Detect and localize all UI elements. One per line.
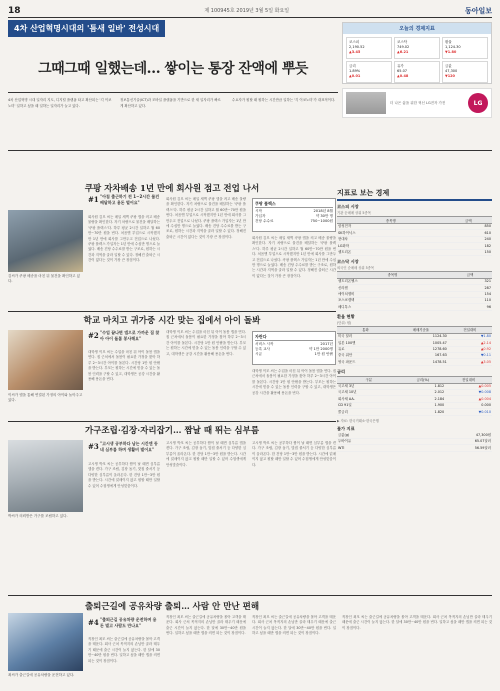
table-cell: 1124.30 bbox=[394, 333, 448, 339]
econ-indicator-panel bbox=[342, 22, 492, 84]
infobox-title: 쿠팡 플렉스 bbox=[255, 201, 333, 208]
table-cell: 56.59달러 bbox=[407, 445, 492, 451]
article-3-lead: "고시생 공부하다 남는 시간엔 동네 심부름 하며 생활비 벌어요" bbox=[100, 441, 158, 452]
table-cell: 167.63 bbox=[394, 352, 448, 358]
article-3-number: #3 bbox=[88, 442, 99, 451]
intro-col-1: 4차 산업혁명 시대 일자리 지도, 디지털 플랫폼 타고 확산되는 '긱 이코노미' 일하고 싶을 때 일하는 일자리가 늘고 있다. bbox=[8, 98, 112, 108]
kosdaq-title: 코스닥 시장 bbox=[337, 258, 359, 264]
econ-cell-name: 환율 bbox=[445, 40, 452, 44]
page-number: 18 bbox=[8, 5, 21, 16]
divider bbox=[8, 311, 336, 312]
econ-cell-value: 749.02 bbox=[397, 45, 410, 49]
table-cell: SK하이닉스 bbox=[337, 230, 445, 236]
table-row bbox=[337, 409, 492, 415]
table-cell: ▲0.92 bbox=[448, 346, 492, 352]
index-title: 물가 지표 bbox=[337, 425, 355, 431]
table-cell: 65.07달러 bbox=[407, 438, 492, 444]
econ-cell-change: ▲0.48 bbox=[397, 74, 409, 78]
econ-cell-value: 1.89% bbox=[349, 69, 361, 73]
econ-cell-value: 47,300 bbox=[445, 69, 458, 73]
table-cell: 영국 파운드 bbox=[337, 359, 394, 365]
econ-cell bbox=[394, 61, 440, 83]
article-2-body: 대학생 이모 씨는 수업을 마친 뒤 아이 돌봄 앱을 연다. 집 근처에서 돌봄이 필요한 가정을 찾아 하루 2~3시간 아이를 돌본다. 시간당 1만 원 안팎을 받는다. 부모는 원하는 시간에 믿을 수 있는 돌봄 인력을 구할 수 있고, 대학생은 공강 시간을 활용해 용돈을 번다. bbox=[88, 350, 160, 382]
econ-cell bbox=[346, 37, 392, 59]
article-2-infobox bbox=[252, 331, 336, 365]
table-cell: 1.820 bbox=[401, 409, 446, 415]
table-cell: 47,300원 bbox=[407, 433, 492, 439]
intro-col-2: 정보통신기술(ICT)과 모바일 플랫폼을 기반으로 한 새 일자리가 빠르게 확산하고 있다. bbox=[120, 98, 221, 108]
col-header: 매매기준율 bbox=[394, 326, 448, 333]
table-cell: 두바이유 bbox=[337, 438, 407, 444]
table-cell: 미국 달러 bbox=[337, 333, 394, 339]
table-cell: 메디톡스 bbox=[337, 304, 448, 310]
article-2-photo bbox=[8, 330, 83, 390]
table-cell: ▲2.14 bbox=[448, 340, 492, 346]
article-4-number: #4 bbox=[88, 618, 99, 627]
article-2-body-cont2: 대학생 이모 씨는 수업을 마친 뒤 아이 돌봄 앱을 연다. 집 근처에서 돌봄이 필요한 가정을 찾아 하루 2~3시간 아이를 돌본다. 시간당 1만 원 안팎을 받는다. 부모는 원하는 시간에 믿을 수 있는 돌봄 인력을 구할 수 있고, 대학생은 공강 시간을 활용해 용돈을 번다. bbox=[252, 369, 336, 395]
article-2-number: #2 bbox=[88, 331, 99, 340]
table-cell: CD 91일 bbox=[337, 402, 401, 408]
infobox-key: 시작 bbox=[255, 209, 262, 213]
table-row bbox=[337, 445, 492, 451]
econ-cell-name: 유가 bbox=[397, 64, 404, 68]
table-cell: 110 bbox=[448, 298, 492, 304]
table-cell: 회사채 AA- bbox=[337, 396, 401, 402]
divider bbox=[8, 92, 338, 93]
econ-cell-change: ▲3.45 bbox=[349, 50, 361, 54]
fx-sub: (단위: 원) bbox=[337, 320, 352, 325]
col-header: 전일대비 bbox=[445, 376, 492, 383]
table-cell: 321 bbox=[448, 278, 492, 284]
econ-cell-name: 코스닥 bbox=[397, 40, 408, 44]
ad-text: 더 나은 삶을 위한 혁신 LG전자 가전 bbox=[390, 100, 446, 105]
kosdaq-sub: 외국인 순매매 상위 5종목 bbox=[337, 265, 375, 270]
infobox-value: 750~1000원 bbox=[310, 219, 333, 223]
kospi-sub: 기관 순매매 상위 5종목 bbox=[337, 211, 371, 215]
fx-table bbox=[337, 326, 492, 366]
article-2-body-cont: 대학생 이모 씨는 수업을 마친 뒤 아이 돌봄 앱을 연다. 집 근처에서 돌봄이 필요한 가정을 찾아 하루 2~3시간 아이를 돌본다. 시간당 1만 원 안팎을 받는다. 부모는 원하는 시간에 믿을 수 있는 돌봄 인력을 구할 수 있고, 대학생은 공강 시간을 활용해 용돈을 번다. bbox=[166, 330, 246, 356]
article-1-caption: 김씨가 쿠팡 배송을 마친 뒤 물건을 확인하고 있다. bbox=[8, 274, 81, 283]
col-header: 전일대비 bbox=[448, 326, 492, 333]
table-row bbox=[337, 359, 492, 365]
table-cell: 1.812 bbox=[401, 383, 446, 389]
article-2-lead: "수업 끝나면 앱으로 가까운 집 찾아 아이 돌봄 봉사해요" bbox=[100, 330, 160, 341]
econ-cell-value: 1,124.30 bbox=[445, 45, 461, 49]
infobox-key: 시급 bbox=[255, 352, 262, 356]
table-cell: ▼0.010 bbox=[445, 409, 492, 415]
table-cell: 0.000 bbox=[445, 402, 492, 408]
article-4-lead: "출퇴근길 공유차량 운전하며 용돈 벌고 사람도 만나요" bbox=[100, 617, 157, 628]
table-cell: 154 bbox=[448, 291, 492, 297]
rate-title: 금리 bbox=[337, 368, 346, 374]
econ-cell bbox=[442, 37, 488, 59]
econ-cell bbox=[442, 61, 488, 83]
table-cell: 국고채 10년 bbox=[337, 390, 401, 396]
table-cell: ▲3.05 bbox=[448, 359, 492, 365]
article-4-photo bbox=[8, 613, 83, 671]
table-cell: ▲0.005 bbox=[445, 383, 492, 389]
kospi-title: 코스피 시장 bbox=[337, 204, 359, 209]
article-4-title: 출퇴근길에 공유차량 출퇴… 사람 안 만난 편해 bbox=[84, 602, 260, 612]
market-sidebar bbox=[337, 188, 492, 452]
col-header: 구분 bbox=[337, 376, 401, 383]
table-cell: 일본 100엔 bbox=[337, 340, 394, 346]
table-cell: 1005.47 bbox=[394, 340, 448, 346]
lg-logo-icon: LG bbox=[468, 93, 488, 113]
table-cell: 삼성전자 bbox=[337, 224, 445, 230]
econ-title: 오늘의 경제지표 bbox=[343, 23, 491, 34]
source-note: ▶ 자료: 한국거래소·한국은행 bbox=[337, 418, 379, 423]
article-3-body-cont2: 고시생 박모 씨는 공부하다 짬이 날 때면 심부름 앱을 켠다. 가구 조립, 김장 돕기, 맛집 줄서기 등 다양한 심부름이 올라온다. 한 건당 1만~3만 원을 받는다. 시간에 얽매이지 않고 원할 때만 일할 수 있어 수험생에게 안성맞춤이다. bbox=[252, 441, 336, 467]
econ-cell-value: 2,190.52 bbox=[349, 45, 365, 49]
table-cell: 신라젠 bbox=[337, 285, 448, 291]
infobox-value: 약 30만 명 bbox=[315, 214, 333, 218]
table-cell: 610 bbox=[445, 230, 492, 236]
col-header: 금액 bbox=[445, 217, 492, 224]
article-1-photo bbox=[8, 210, 83, 272]
table-row bbox=[337, 249, 492, 255]
table-cell: 2.184 bbox=[401, 396, 446, 402]
fx-title: 환율 현황 bbox=[337, 313, 355, 319]
table-cell: ▼1.80 bbox=[448, 333, 492, 339]
econ-cell-name: 금값 bbox=[445, 64, 452, 68]
table-cell: 중국 위안 bbox=[337, 352, 394, 358]
paper-logo: 동아일보 bbox=[464, 5, 492, 15]
table-cell: 287 bbox=[448, 285, 492, 291]
econ-cell-name: 금리 bbox=[349, 64, 356, 68]
table-cell: LG화학 bbox=[337, 243, 445, 249]
table-cell: 96 bbox=[448, 304, 492, 310]
rate-table bbox=[337, 376, 492, 416]
econ-cell-change: ▲0.01 bbox=[349, 74, 361, 78]
infobox-key: 건당 수수료 bbox=[255, 219, 274, 223]
econ-cell-value: 65.07 bbox=[397, 69, 408, 73]
article-3-body: 고시생 박모 씨는 공부하다 짬이 날 때면 심부름 앱을 켠다. 가구 조립, 김장 돕기, 맛집 줄서기 등 다양한 심부름이 올라온다. 한 건당 1만~3만 원을 받는다. 시간에 얽매이지 않고 원할 때만 일할 수 있어 수험생에게 안성맞춤이다. bbox=[88, 462, 160, 488]
table-cell: ▼0.11 bbox=[448, 352, 492, 358]
table-cell: ▲0.004 bbox=[445, 396, 492, 402]
infobox-value: 약 1만 2000명 bbox=[308, 347, 333, 351]
econ-cell-name: 코스피 bbox=[349, 40, 360, 44]
table-cell: 에이치엘비 bbox=[337, 291, 448, 297]
table-cell: 2.012 bbox=[401, 390, 446, 396]
infobox-value: 2018년 8월 bbox=[313, 209, 333, 213]
table-cell: 금값(g) bbox=[337, 433, 407, 439]
article-4-caption: 최씨가 출근길에 공유차량을 운전하고 있다. bbox=[8, 673, 75, 677]
col-header: 금리(%) bbox=[401, 376, 446, 383]
divider bbox=[8, 150, 492, 151]
infobox-key: 가입자 bbox=[255, 214, 266, 218]
article-3-photo bbox=[8, 440, 83, 512]
article-4-body-cont: 직장인 최모 씨는 출근길에 공유차량을 몰아 고객을 태운다. 회사 근처 목적지의 손님만 골라 태우기 때문에 출근 시간이 늘지 않는다. 한 달에 30만~40만 원을 번다. 일하고 싶을 때만 앱을 켜면 되는 것이 장점이다. bbox=[166, 615, 246, 636]
article-4-body-cont3: 직장인 최모 씨는 출근길에 공유차량을 몰아 고객을 태운다. 회사 근처 목적지의 손님만 골라 태우기 때문에 출근 시간이 늘지 않는다. 한 달에 30만~40만 원을 번다. 일하고 싶을 때만 앱을 켜면 되는 것이 장점이다. bbox=[342, 615, 492, 630]
infobox-title: 자란다 bbox=[255, 334, 333, 341]
col-header: 금액 bbox=[448, 271, 492, 278]
article-1-body-cont2: 회사원 김모 씨는 매일 새벽 쿠팡 앱을 켜고 배송 물량을 확인한다. 자기 차량으로 물건을 배달하는 '쿠팡 플렉스'다. 하루 평균 2시간 일하고 월 60만~70만 원을 번다. 처음엔 부업으로 시작했지만 1년 만에 회사를 그만두고 전업으로 나섰다. 쿠팡 플렉스 가입자는 1년 만에 수십만 명으로 늘었다. 배송 건당 수수료를 받는 구조로, 원하는 시간과 지역을 골라 일할 수 있다. 정해진 출퇴근 시간이 없다는 것이 가장 큰 장점이다. bbox=[252, 236, 336, 278]
table-cell: ▼0.008 bbox=[445, 390, 492, 396]
col-header: 종목명 bbox=[337, 271, 448, 278]
article-3-title: 가구조립·김장·자리잡기… 짬날 때 뛰는 심부름 bbox=[84, 426, 260, 436]
article-4-body-cont2: 직장인 최모 씨는 출근길에 공유차량을 몰아 고객을 태운다. 회사 근처 목적지의 손님만 골라 태우기 때문에 출근 시간이 늘지 않는다. 한 달에 30만~40만 원을 번다. 일하고 싶을 때만 앱을 켜면 되는 것이 장점이다. bbox=[252, 615, 336, 636]
econ-cell bbox=[394, 37, 440, 59]
table-cell: 150 bbox=[445, 249, 492, 255]
table-cell: 콜금리 bbox=[337, 409, 401, 415]
table-cell: 1478.51 bbox=[394, 359, 448, 365]
lg-ad[interactable] bbox=[342, 88, 492, 118]
table-cell: 포스코켐텍 bbox=[337, 298, 448, 304]
infobox-key: 서비스 시작 bbox=[255, 342, 274, 346]
article-1-number: #1 bbox=[88, 195, 99, 204]
article-3-caption: 박씨가 의뢰받은 가구를 조립하고 있다. bbox=[8, 514, 68, 518]
headline: 그때그때 일했는데… 쌓이는 통장 잔액에 뿌듯 bbox=[38, 61, 308, 77]
econ-cell-change: ▲6.21 bbox=[397, 50, 409, 54]
page-header bbox=[8, 4, 492, 18]
econ-cell-change: ▼1.80 bbox=[445, 50, 457, 54]
article-3-body-cont: 고시생 박모 씨는 공부하다 짬이 날 때면 심부름 앱을 켠다. 가구 조립, 김장 돕기, 맛집 줄서기 등 다양한 심부름이 올라온다. 한 건당 1만~3만 원을 받는다. 시간에 얽매이지 않고 원할 때만 일할 수 있어 수험생에게 안성맞춤이다. bbox=[166, 441, 246, 467]
index-table bbox=[337, 433, 492, 452]
col-header: 종목명 bbox=[337, 217, 445, 224]
table-cell: WTI bbox=[337, 445, 407, 451]
ad-product-image bbox=[346, 92, 386, 114]
infobox-key: 등록 교사 bbox=[255, 347, 271, 351]
article-4-body: 직장인 최모 씨는 출근길에 공유차량을 몰아 고객을 태운다. 회사 근처 목적지의 손님만 골라 태우기 때문에 출근 시간이 늘지 않는다. 한 달에 30만~40만 원을 번다. 일하고 싶을 때만 앱을 켜면 되는 것이 장점이다. bbox=[88, 637, 160, 663]
divider bbox=[8, 595, 492, 596]
table-cell: 국고채 3년 bbox=[337, 383, 401, 389]
table-cell: 182 bbox=[445, 243, 492, 249]
infobox-value: 1만 원 안팎 bbox=[314, 352, 333, 356]
econ-cell bbox=[346, 61, 392, 83]
table-cell: 유로 bbox=[337, 346, 394, 352]
table-cell: 셀트리온 bbox=[337, 249, 445, 255]
divider bbox=[8, 421, 336, 422]
table-cell: 1278.60 bbox=[394, 346, 448, 352]
table-row bbox=[337, 304, 492, 310]
kosdaq-table bbox=[337, 271, 492, 311]
table-cell: 1.900 bbox=[401, 402, 446, 408]
kospi-table bbox=[337, 216, 492, 256]
table-cell: 현대차 bbox=[337, 236, 445, 242]
article-1-infobox bbox=[252, 198, 336, 232]
article-1-lead: "아침 출근하기 전 1~2시간 물건 배달하고 용돈 벌어요" bbox=[100, 194, 160, 205]
intro-col-3: 수요자가 원할 때 원하는 시간만큼 일하는 '긱 이코노미'가 대표적이다. bbox=[232, 98, 336, 102]
article-2-caption: 이씨가 앱을 통해 연결된 가정의 아이와 놀아주고 있다. bbox=[8, 393, 83, 402]
infobox-value: 2017년 bbox=[320, 342, 333, 346]
table-cell: 240 bbox=[445, 236, 492, 242]
col-header: 통화 bbox=[337, 326, 394, 333]
sidebar-title: 지표로 보는 경제 bbox=[337, 188, 492, 201]
series-tag: 4차 산업혁명시대의 '틈새 일바' 전성시대 bbox=[8, 20, 165, 37]
article-2-title: 학교 마치고 귀가중 시간 맞는 집에서 아이 돌봐 bbox=[83, 316, 261, 326]
article-1-body: 회사원 김모 씨는 매일 새벽 쿠팡 앱을 켜고 배송 물량을 확인한다. 자기 차량으로 물건을 배달하는 '쿠팡 플렉스'다. 하루 평균 2시간 일하고 월 60만~70만 원을 번다. 처음엔 부업으로 시작했지만 1년 만에 회사를 그만두고 전업으로 나섰다. 쿠팡 플렉스 가입자는 1년 만에 수십만 명으로 늘었다. 배송 건당 수수료를 받는 구조로, 원하는 시간과 지역을 골라 일할 수 있다. 정해진 출퇴근 시간이 없다는 것이 가장 큰 장점이다. bbox=[88, 215, 160, 263]
econ-cell-change: ▼120 bbox=[445, 74, 455, 78]
date-line: 제 100945호 2019년 3월 5일 화요일 bbox=[204, 8, 290, 14]
table-cell: 850 bbox=[445, 224, 492, 230]
article-1-title: 쿠팡 자차배송 1년 만에 회사원 점고 전업 나서 bbox=[84, 184, 260, 194]
table-cell: 셀트리온헬스 bbox=[337, 278, 448, 284]
article-1-body-cont: 회사원 김모 씨는 매일 새벽 쿠팡 앱을 켜고 배송 물량을 확인한다. 자기 차량으로 물건을 배달하는 '쿠팡 플렉스'다. 하루 평균 2시간 일하고 월 60만~70만 원을 번다. 처음엔 부업으로 시작했지만 1년 만에 회사를 그만두고 전업으로 나섰다. 쿠팡 플렉스 가입자는 1년 만에 수십만 명으로 늘었다. 배송 건당 수수료를 받는 구조로, 원하는 시간과 지역을 골라 일할 수 있다. 정해진 출퇴근 시간이 없다는 것이 가장 큰 장점이다. bbox=[166, 197, 246, 239]
